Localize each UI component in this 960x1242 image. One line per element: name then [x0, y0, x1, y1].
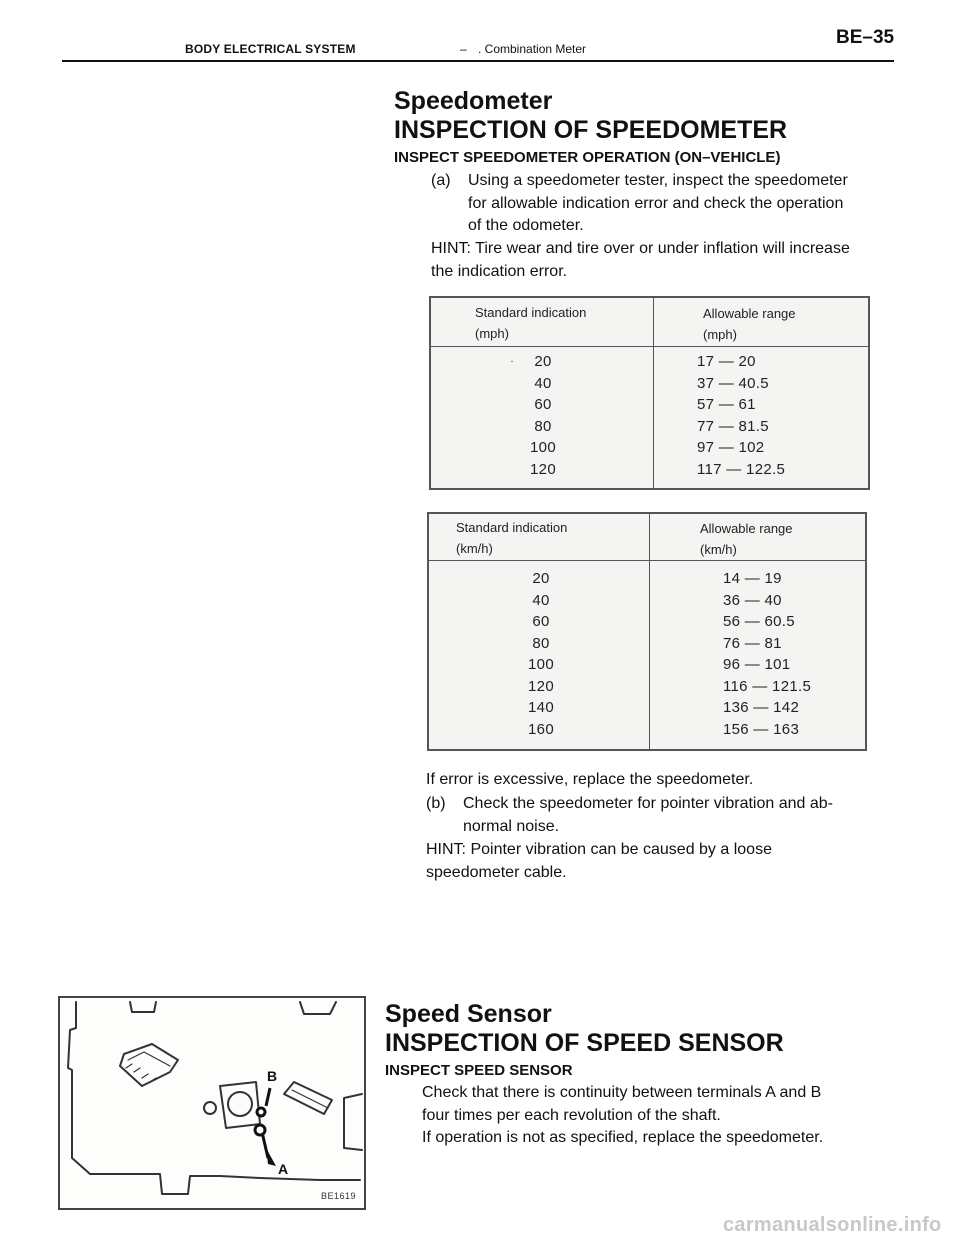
kmh-standard-row-2: 40	[532, 591, 550, 609]
kmh-standard-row-7: 140	[528, 699, 554, 716]
hint-2-line-2: speedometer cable.	[426, 864, 567, 881]
header-rule	[62, 60, 894, 62]
kmh-range-column	[723, 568, 811, 740]
header-separator: –	[460, 42, 467, 56]
speedometer-step-heading: INSPECT SPEEDOMETER OPERATION (ON–VEHICLE)	[394, 149, 781, 166]
mph-range-row-5: 97 — 102	[697, 439, 765, 456]
speed-sensor-step-heading: INSPECT SPEED SENSOR	[385, 1062, 573, 1079]
mph-range-row-6: 117 — 122.5	[697, 460, 786, 478]
kmh-range-row-8: 156 — 163	[723, 720, 800, 738]
mph-col2-header-line2: (mph)	[703, 327, 737, 342]
kmh-range-row-3: 56 — 60.5	[723, 613, 795, 630]
mph-col1-header-line2: (mph)	[475, 326, 509, 341]
hint-1-line-2: the indication error.	[431, 263, 568, 280]
watermark: carmanualsonline.info	[723, 1214, 942, 1236]
kmh-range-row-7: 136 — 142	[723, 699, 800, 716]
mph-range-row-1: 17 — 20	[697, 353, 756, 370]
speedometer-title: Speedometer	[394, 87, 553, 115]
kmh-standard-row-8: 160	[528, 720, 554, 738]
mph-range-column	[697, 351, 785, 480]
mph-table	[429, 296, 870, 490]
kmh-standard-column	[501, 568, 581, 740]
header-section: BODY ELECTRICAL SYSTEM	[185, 42, 356, 56]
speedometer-subtitle: INSPECTION OF SPEEDOMETER	[394, 116, 788, 144]
kmh-col2-header-line1: Allowable range	[700, 521, 793, 536]
mph-col2-header-line1: Allowable range	[703, 306, 796, 321]
mph-range-row-2: 37 — 40.5	[697, 374, 769, 392]
item-b-line-1: Check the speedometer for pointer vibration and ab-	[463, 795, 833, 812]
mph-standard-row-6: 120	[530, 460, 556, 478]
speed-sensor-drawing	[60, 998, 364, 1208]
kmh-standard-row-3: 60	[532, 613, 550, 630]
kmh-standard-row-1: 20	[532, 570, 550, 587]
speed-sensor-line-3: If operation is not as specified, replace the speedometer.	[422, 1129, 824, 1146]
speed-sensor-body	[220, 1082, 260, 1128]
hint-1-line-1: HINT: Tire wear and tire over or under inflation will increase	[431, 240, 850, 257]
mph-standard-row-1: 20	[534, 353, 552, 370]
kmh-table-header-rule	[429, 560, 865, 561]
kmh-standard-row-5: 100	[528, 656, 554, 673]
terminal-b-label: B	[267, 1068, 278, 1084]
mph-table-column-divider	[653, 298, 654, 488]
housing-outline	[68, 1002, 360, 1194]
mph-range-row-3: 57 — 61	[697, 396, 756, 413]
item-a-label: (a)	[431, 172, 451, 189]
mph-standard-row-3: 60	[534, 396, 552, 413]
kmh-col2-header-line2: (km/h)	[700, 542, 737, 557]
item-b-line-2: normal noise.	[463, 818, 560, 835]
page-number: BE–35	[836, 27, 895, 48]
kmh-standard-row-6: 120	[528, 677, 554, 695]
item-b-label: (b)	[426, 795, 446, 812]
kmh-table-column-divider	[649, 514, 650, 749]
mph-col1-header-line1: Standard indication	[475, 305, 587, 320]
speed-sensor-line-2: four times per each revolution of the shaft.	[422, 1107, 721, 1124]
kmh-range-row-2: 36 — 40	[723, 591, 782, 609]
terminal-a-label: A	[278, 1161, 289, 1177]
kmh-range-row-1: 14 — 19	[723, 570, 782, 587]
item-a-line-2: for allowable indication error and check the operation	[468, 195, 844, 212]
figure-code: BE1619	[320, 1191, 356, 1201]
kmh-table	[427, 512, 867, 751]
speed-sensor-title: Speed Sensor	[385, 1000, 552, 1028]
speed-sensor-subtitle: INSPECTION OF SPEED SENSOR	[385, 1029, 784, 1057]
mph-standard-row-5: 100	[530, 439, 556, 456]
mph-standard-column	[503, 351, 583, 480]
item-a-line-1: Using a speedometer tester, inspect the speedometer	[468, 172, 848, 189]
kmh-range-row-4: 76 — 81	[723, 634, 782, 652]
mph-standard-row-2: 40	[534, 374, 552, 392]
mph-table-header-rule	[431, 346, 868, 347]
mph-standard-row-4: 80	[534, 417, 552, 435]
replace-note: If error is excessive, replace the speedometer.	[426, 771, 754, 788]
kmh-range-row-6: 116 — 121.5	[723, 677, 812, 695]
speed-sensor-line-1: Check that there is continuity between terminals A and B	[422, 1084, 822, 1101]
kmh-range-row-5: 96 — 101	[723, 656, 791, 673]
kmh-col1-header-line2: (km/h)	[456, 541, 493, 556]
mph-range-row-4: 77 — 81.5	[697, 417, 769, 435]
hint-2-line-1: HINT: Pointer vibration can be caused by a loose	[426, 841, 772, 858]
kmh-col1-header-line1: Standard indication	[456, 520, 568, 535]
item-a-line-3: of the odometer.	[468, 217, 584, 234]
speed-sensor-figure	[58, 996, 366, 1210]
header-subsection: . Combination Meter	[478, 42, 587, 56]
kmh-standard-row-4: 80	[532, 634, 550, 652]
